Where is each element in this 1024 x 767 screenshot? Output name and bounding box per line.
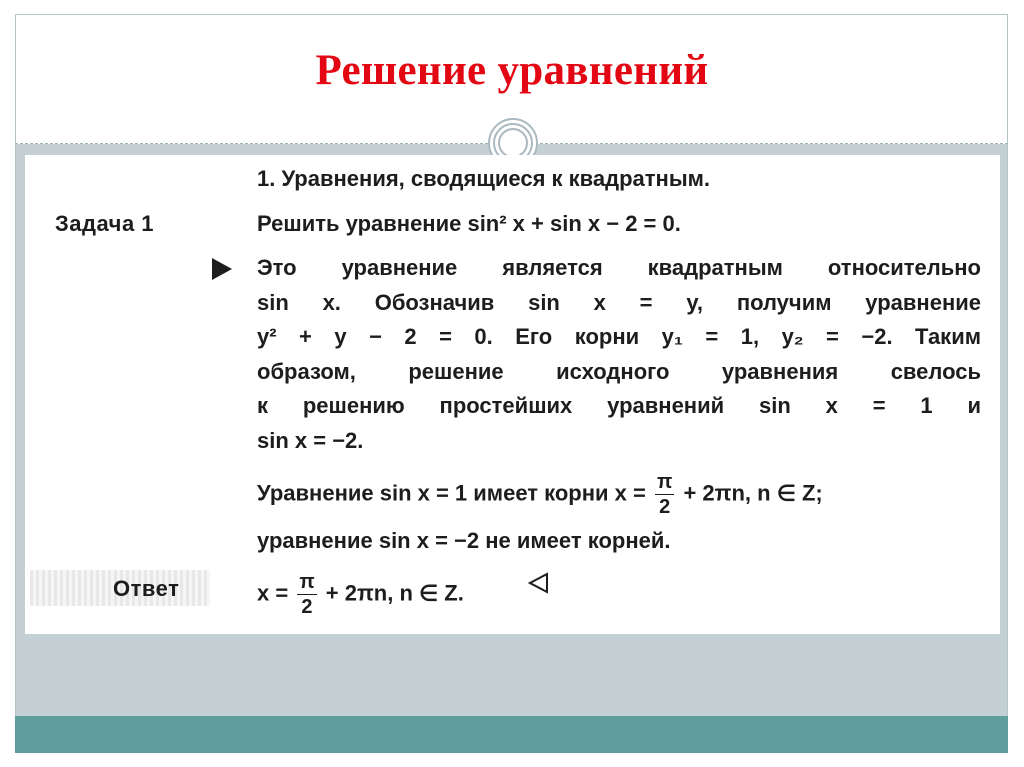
solution-paragraph [257,251,981,458]
task-label: Задача 1 [55,211,155,236]
solution-line: sin x. Обозначив sin x = y, получим уравнение [257,289,981,315]
roots-line [257,470,823,519]
answer-prefix: x = [257,580,289,606]
solution-line: к решению простейших уравнений sin x = 1 и [257,393,981,418]
solution-line: Это уравнение является квадратным относительно [257,255,981,280]
roots-line-prefix: Уравнение sin x = 1 имеет корни x = [257,480,646,506]
fraction-denominator: 2 [659,496,671,518]
pi-over-two-fraction [297,570,316,619]
right-triangle-icon [212,258,232,280]
answer-suffix: + 2πn, n ∈ Z. [325,580,464,606]
solution-line: образом, решение исходного уравнения свелось [257,358,981,384]
fraction-denominator: 2 [301,596,313,618]
answer-label: Ответ [113,576,180,601]
task-text: Решить уравнение sin² x + sin x − 2 = 0. [257,211,681,236]
solution-line: y² + y − 2 = 0. Его корни y₁ = 1, y₂ = −2. Таким [257,324,981,349]
fraction-numerator: π [657,471,673,493]
solution-line: sin x = −2. [257,427,364,453]
roots-line-suffix: + 2πn, n ∈ Z; [683,480,823,506]
no-roots-line: уравнение sin x = −2 не имеет корней. [257,528,671,553]
slide-title: Решение уравнений [315,47,709,94]
fraction-numerator: π [299,571,315,593]
section-heading: 1. Уравнения, сводящиеся к квадратным. [257,166,711,191]
footer-bar [15,716,1008,753]
answer-formula [257,570,464,619]
left-triangle-icon [528,572,548,594]
pi-over-two-fraction [655,470,674,519]
